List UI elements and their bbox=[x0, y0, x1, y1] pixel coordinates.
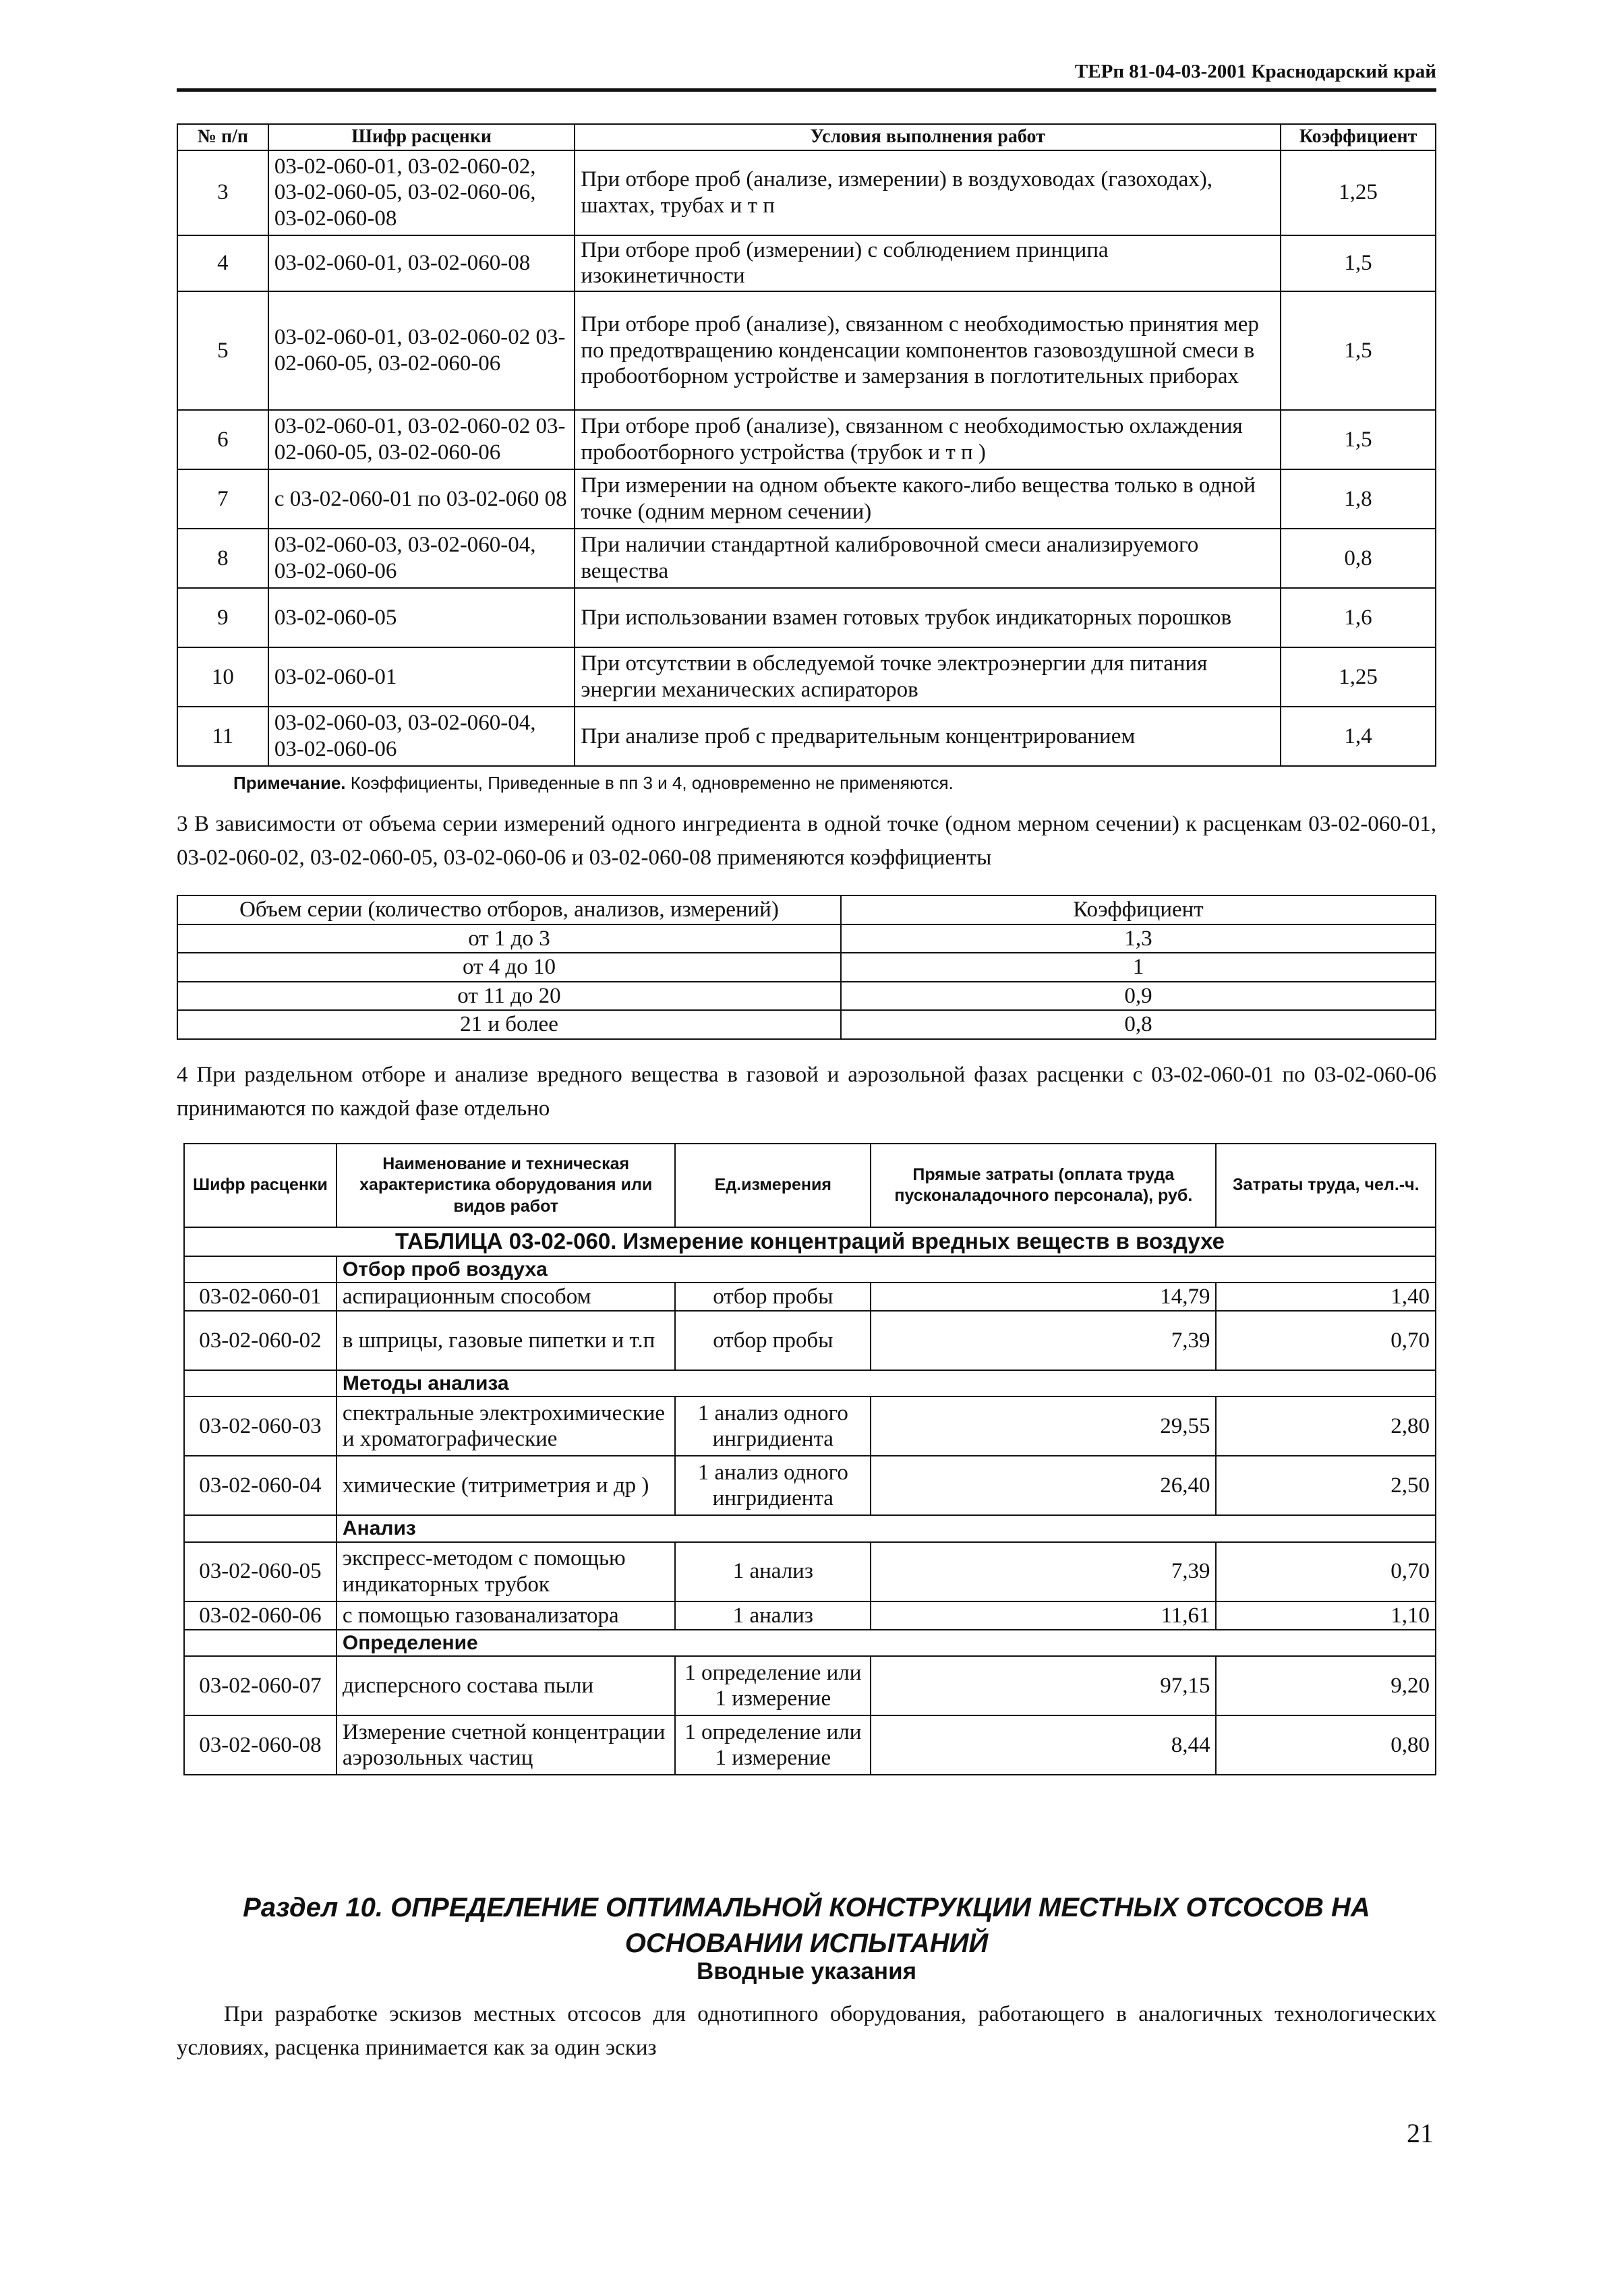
group-row bbox=[184, 1370, 1436, 1396]
row-cost: 7,39 bbox=[871, 1542, 1216, 1601]
row-number: 9 bbox=[177, 588, 268, 647]
row-cost: 29,55 bbox=[871, 1396, 1216, 1456]
table-row bbox=[184, 1456, 1436, 1515]
row-name: химические (титриметрия и др ) bbox=[337, 1456, 676, 1515]
table-note bbox=[233, 773, 954, 794]
row-coefficient: 1,25 bbox=[1281, 647, 1436, 707]
row-code: 03-02-060-02 bbox=[184, 1311, 337, 1370]
col-header-name: Наименование и техническая характеристика оборудования или видов работ bbox=[337, 1144, 676, 1227]
row-condition: При наличии стандартной калибровочной смеси анализируемого вещества bbox=[575, 529, 1281, 588]
row-number: 5 bbox=[177, 291, 268, 410]
section-subtitle: Вводные указания bbox=[696, 1958, 917, 1984]
col-header-number: № п/п bbox=[177, 124, 268, 150]
series-coefficient: 0,9 bbox=[841, 982, 1436, 1011]
table-row bbox=[177, 707, 1436, 766]
table-row bbox=[177, 150, 1436, 235]
table-row bbox=[177, 953, 1436, 982]
row-code: 03-02-060-01, 03-02-060-08 bbox=[268, 235, 575, 291]
row-condition: При отсутствии в обследуемой точке электроэнергии для питания энергии механических аспираторов bbox=[575, 647, 1281, 707]
row-unit: отбор пробы bbox=[675, 1283, 871, 1312]
row-code: 03-02-060-05 bbox=[268, 588, 575, 647]
series-volume-table bbox=[177, 895, 1436, 1040]
col-header-code: Шифр расценки bbox=[268, 124, 575, 150]
row-code: 03-02-060-01 bbox=[184, 1283, 337, 1312]
row-condition: При измерении на одном объекте какого-либо вещества только в одной точке (одним мерном сечении) bbox=[575, 469, 1281, 529]
table-row bbox=[184, 1715, 1436, 1775]
table-row bbox=[184, 1396, 1436, 1456]
row-number: 11 bbox=[177, 707, 268, 766]
row-number: 3 bbox=[177, 150, 268, 235]
col-header-labor: Затраты труда, чел.-ч. bbox=[1216, 1144, 1436, 1227]
row-labor: 0,80 bbox=[1216, 1715, 1436, 1775]
series-range: от 11 до 20 bbox=[177, 982, 841, 1011]
row-name: дисперсного состава пыли bbox=[337, 1656, 676, 1715]
row-code: 03-02-060-01, 03-02-060-02 03-02-060-05, 03-02-060-06 bbox=[268, 291, 575, 410]
series-coefficient: 0,8 bbox=[841, 1010, 1436, 1039]
row-cost: 97,15 bbox=[871, 1656, 1216, 1715]
section-intro: При разработке эскизов местных отсосов для однотипного оборудования, работающего в аналогичных технологических условиях, расценка принимается как за один эскиз bbox=[177, 2002, 1436, 2060]
table-row bbox=[177, 1010, 1436, 1039]
row-condition: При анализе проб с предварительным концентрированием bbox=[575, 707, 1281, 766]
row-coefficient: 1,5 bbox=[1281, 291, 1436, 410]
row-code: 03-02-060-01, 03-02-060-02, 03-02-060-05, 03-02-060-06, 03-02-060-08 bbox=[268, 150, 575, 235]
table-header-row bbox=[184, 1144, 1436, 1227]
row-coefficient: 1,8 bbox=[1281, 469, 1436, 529]
row-name: Измерение счетной концентрации аэрозольных частиц bbox=[337, 1715, 676, 1775]
row-cost: 7,39 bbox=[871, 1311, 1216, 1370]
col-header-direct-cost: Прямые затраты (оплата труда пусконаладочного персонала), руб. bbox=[871, 1144, 1216, 1227]
series-range: от 1 до 3 bbox=[177, 924, 841, 953]
row-coefficient: 1,6 bbox=[1281, 588, 1436, 647]
series-range: 21 и более bbox=[177, 1010, 841, 1039]
row-code: 03-02-060-07 bbox=[184, 1656, 337, 1715]
row-code: 03-02-060-08 bbox=[184, 1715, 337, 1775]
table-header-row bbox=[177, 124, 1436, 150]
table-header-row bbox=[177, 895, 1436, 924]
page-number: 21 bbox=[1407, 2118, 1434, 2148]
col-header-conditions: Условия выполнения работ bbox=[575, 124, 1281, 150]
row-unit: 1 анализ одного ингридиента bbox=[675, 1396, 871, 1456]
table-row bbox=[177, 647, 1436, 707]
row-code: 03-02-060-05 bbox=[184, 1542, 337, 1601]
table-row bbox=[184, 1601, 1436, 1630]
row-number: 8 bbox=[177, 529, 268, 588]
row-cost: 14,79 bbox=[871, 1283, 1216, 1312]
group-spacer bbox=[184, 1256, 337, 1283]
table-row bbox=[177, 588, 1436, 647]
row-name: в шприцы, газовые пипетки и т.п bbox=[337, 1311, 676, 1370]
table-row bbox=[177, 410, 1436, 469]
row-code: 03-02-060-03, 03-02-060-04, 03-02-060-06 bbox=[268, 529, 575, 588]
table-row bbox=[177, 469, 1436, 529]
row-name: с помощью газованализатора bbox=[337, 1601, 676, 1630]
group-row bbox=[184, 1630, 1436, 1656]
row-name: экспресс-методом с помощью индикаторных трубок bbox=[337, 1542, 676, 1601]
table-row bbox=[184, 1656, 1436, 1715]
row-coefficient: 1,25 bbox=[1281, 150, 1436, 235]
table-row bbox=[177, 924, 1436, 953]
series-range: от 4 до 10 bbox=[177, 953, 841, 982]
row-labor: 0,70 bbox=[1216, 1542, 1436, 1601]
table-row bbox=[184, 1283, 1436, 1312]
row-condition: При отборе проб (анализе, измерении) в воздуховодах (газоходах), шахтах, трубах и т п bbox=[575, 150, 1281, 235]
row-number: 4 bbox=[177, 235, 268, 291]
row-number: 6 bbox=[177, 410, 268, 469]
row-coefficient: 1,4 bbox=[1281, 707, 1436, 766]
row-code: 03-02-060-03, 03-02-060-04, 03-02-060-06 bbox=[268, 707, 575, 766]
group-name: Отбор проб воздуха bbox=[337, 1256, 1436, 1283]
paragraph-3: 3 В зависимости от объема серии измерений одного ингредиента в одной точке (одном мерном сечении) к расценкам 03-02-060-01, 03-02-060-02, 03-02-060-05, 03-02-060-06 и 03-02-060-08 применяются коэффициенты bbox=[177, 812, 1436, 870]
col-header-unit: Ед.измерения bbox=[675, 1144, 871, 1227]
row-cost: 8,44 bbox=[871, 1715, 1216, 1775]
row-unit: 1 анализ bbox=[675, 1542, 871, 1601]
row-condition: При отборе проб (анализе), связанном с необходимостью принятия мер по предотвращению конденсации компонентов газовоздушной смеси в пробоотборном устройстве и замерзания в поглотительных приборах bbox=[575, 291, 1281, 410]
table-row bbox=[177, 291, 1436, 410]
group-name: Методы анализа bbox=[337, 1370, 1436, 1396]
row-condition: При использовании взамен готовых трубок индикаторных порошков bbox=[575, 588, 1281, 647]
group-row bbox=[184, 1256, 1436, 1283]
row-number: 7 bbox=[177, 469, 268, 529]
table-row bbox=[177, 235, 1436, 291]
group-spacer bbox=[184, 1515, 337, 1541]
row-labor: 9,20 bbox=[1216, 1656, 1436, 1715]
row-unit: 1 анализ bbox=[675, 1601, 871, 1630]
col-header-coefficient: Коэффициент bbox=[1281, 124, 1436, 150]
row-cost: 26,40 bbox=[871, 1456, 1216, 1515]
table-row bbox=[177, 982, 1436, 1011]
group-spacer bbox=[184, 1370, 337, 1396]
section-title-line-2: ОСНОВАНИИ ИСПЫТАНИЙ bbox=[624, 1928, 989, 1958]
row-code: 03-02-060-06 bbox=[184, 1601, 337, 1630]
row-code: 03-02-060-01, 03-02-060-02 03-02-060-05, 03-02-060-06 bbox=[268, 410, 575, 469]
group-row bbox=[184, 1515, 1436, 1541]
row-coefficient: 1,5 bbox=[1281, 410, 1436, 469]
header-title: ТЕРп 81-04-03-2001 Краснодарский край bbox=[1074, 61, 1436, 82]
row-condition: При отборе проб (измерении) с соблюдением принципа изокинетичности bbox=[575, 235, 1281, 291]
paragraph-4: 4 При раздельном отборе и анализе вредного вещества в газовой и аэрозольной фазах расценки с 03-02-060-01 по 03-02-060-06 принимаются по каждой фазе отдельно bbox=[177, 1063, 1436, 1121]
row-cost: 11,61 bbox=[871, 1601, 1216, 1630]
table-title-row bbox=[184, 1227, 1436, 1256]
page-header bbox=[177, 53, 1436, 92]
row-code: 03-02-060-03 bbox=[184, 1396, 337, 1456]
group-name: Анализ bbox=[337, 1515, 1436, 1541]
row-name: спектральные электрохимические и хроматографические bbox=[337, 1396, 676, 1456]
row-coefficient: 1,5 bbox=[1281, 235, 1436, 291]
row-unit: 1 определение или 1 измерение bbox=[675, 1656, 871, 1715]
row-name: аспирационным способом bbox=[337, 1283, 676, 1312]
section-title bbox=[177, 1890, 1436, 1962]
price-table bbox=[183, 1143, 1436, 1775]
row-unit: 1 анализ одного ингридиента bbox=[675, 1456, 871, 1515]
row-labor: 1,40 bbox=[1216, 1283, 1436, 1312]
row-number: 10 bbox=[177, 647, 268, 707]
col-header-coefficient: Коэффициент bbox=[841, 895, 1436, 924]
coefficients-table bbox=[177, 123, 1436, 767]
table-row bbox=[177, 529, 1436, 588]
table-title: ТАБЛИЦА 03-02-060. Измерение концентраций вредных веществ в воздухе bbox=[184, 1227, 1436, 1256]
note-label: Примечание. bbox=[233, 773, 346, 793]
row-code: с 03-02-060-01 по 03-02-060 08 bbox=[268, 469, 575, 529]
col-header-series-volume: Объем серии (количество отборов, анализов, измерений) bbox=[177, 895, 841, 924]
series-coefficient: 1,3 bbox=[841, 924, 1436, 953]
table-row bbox=[184, 1542, 1436, 1601]
row-code: 03-02-060-01 bbox=[268, 647, 575, 707]
group-name: Определение bbox=[337, 1630, 1436, 1656]
row-labor: 0,70 bbox=[1216, 1311, 1436, 1370]
col-header-code: Шифр расценки bbox=[184, 1144, 337, 1227]
section-title-line-1: Раздел 10. ОПРЕДЕЛЕНИЕ ОПТИМАЛЬНОЙ КОНСТРУКЦИИ МЕСТНЫХ ОТСОСОВ НА bbox=[243, 1893, 1370, 1922]
row-unit: отбор пробы bbox=[675, 1311, 871, 1370]
series-coefficient: 1 bbox=[841, 953, 1436, 982]
row-labor: 1,10 bbox=[1216, 1601, 1436, 1630]
row-labor: 2,50 bbox=[1216, 1456, 1436, 1515]
group-spacer bbox=[184, 1630, 337, 1656]
row-condition: При отборе проб (анализе), связанном с необходимостью охлаждения пробоотборного устройства (трубок и т п ) bbox=[575, 410, 1281, 469]
note-text: Коэффициенты, Приведенные в пп 3 и 4, одновременно не применяются. bbox=[350, 773, 954, 793]
row-coefficient: 0,8 bbox=[1281, 529, 1436, 588]
row-labor: 2,80 bbox=[1216, 1396, 1436, 1456]
row-unit: 1 определение или 1 измерение bbox=[675, 1715, 871, 1775]
table-row bbox=[184, 1311, 1436, 1370]
row-code: 03-02-060-04 bbox=[184, 1456, 337, 1515]
